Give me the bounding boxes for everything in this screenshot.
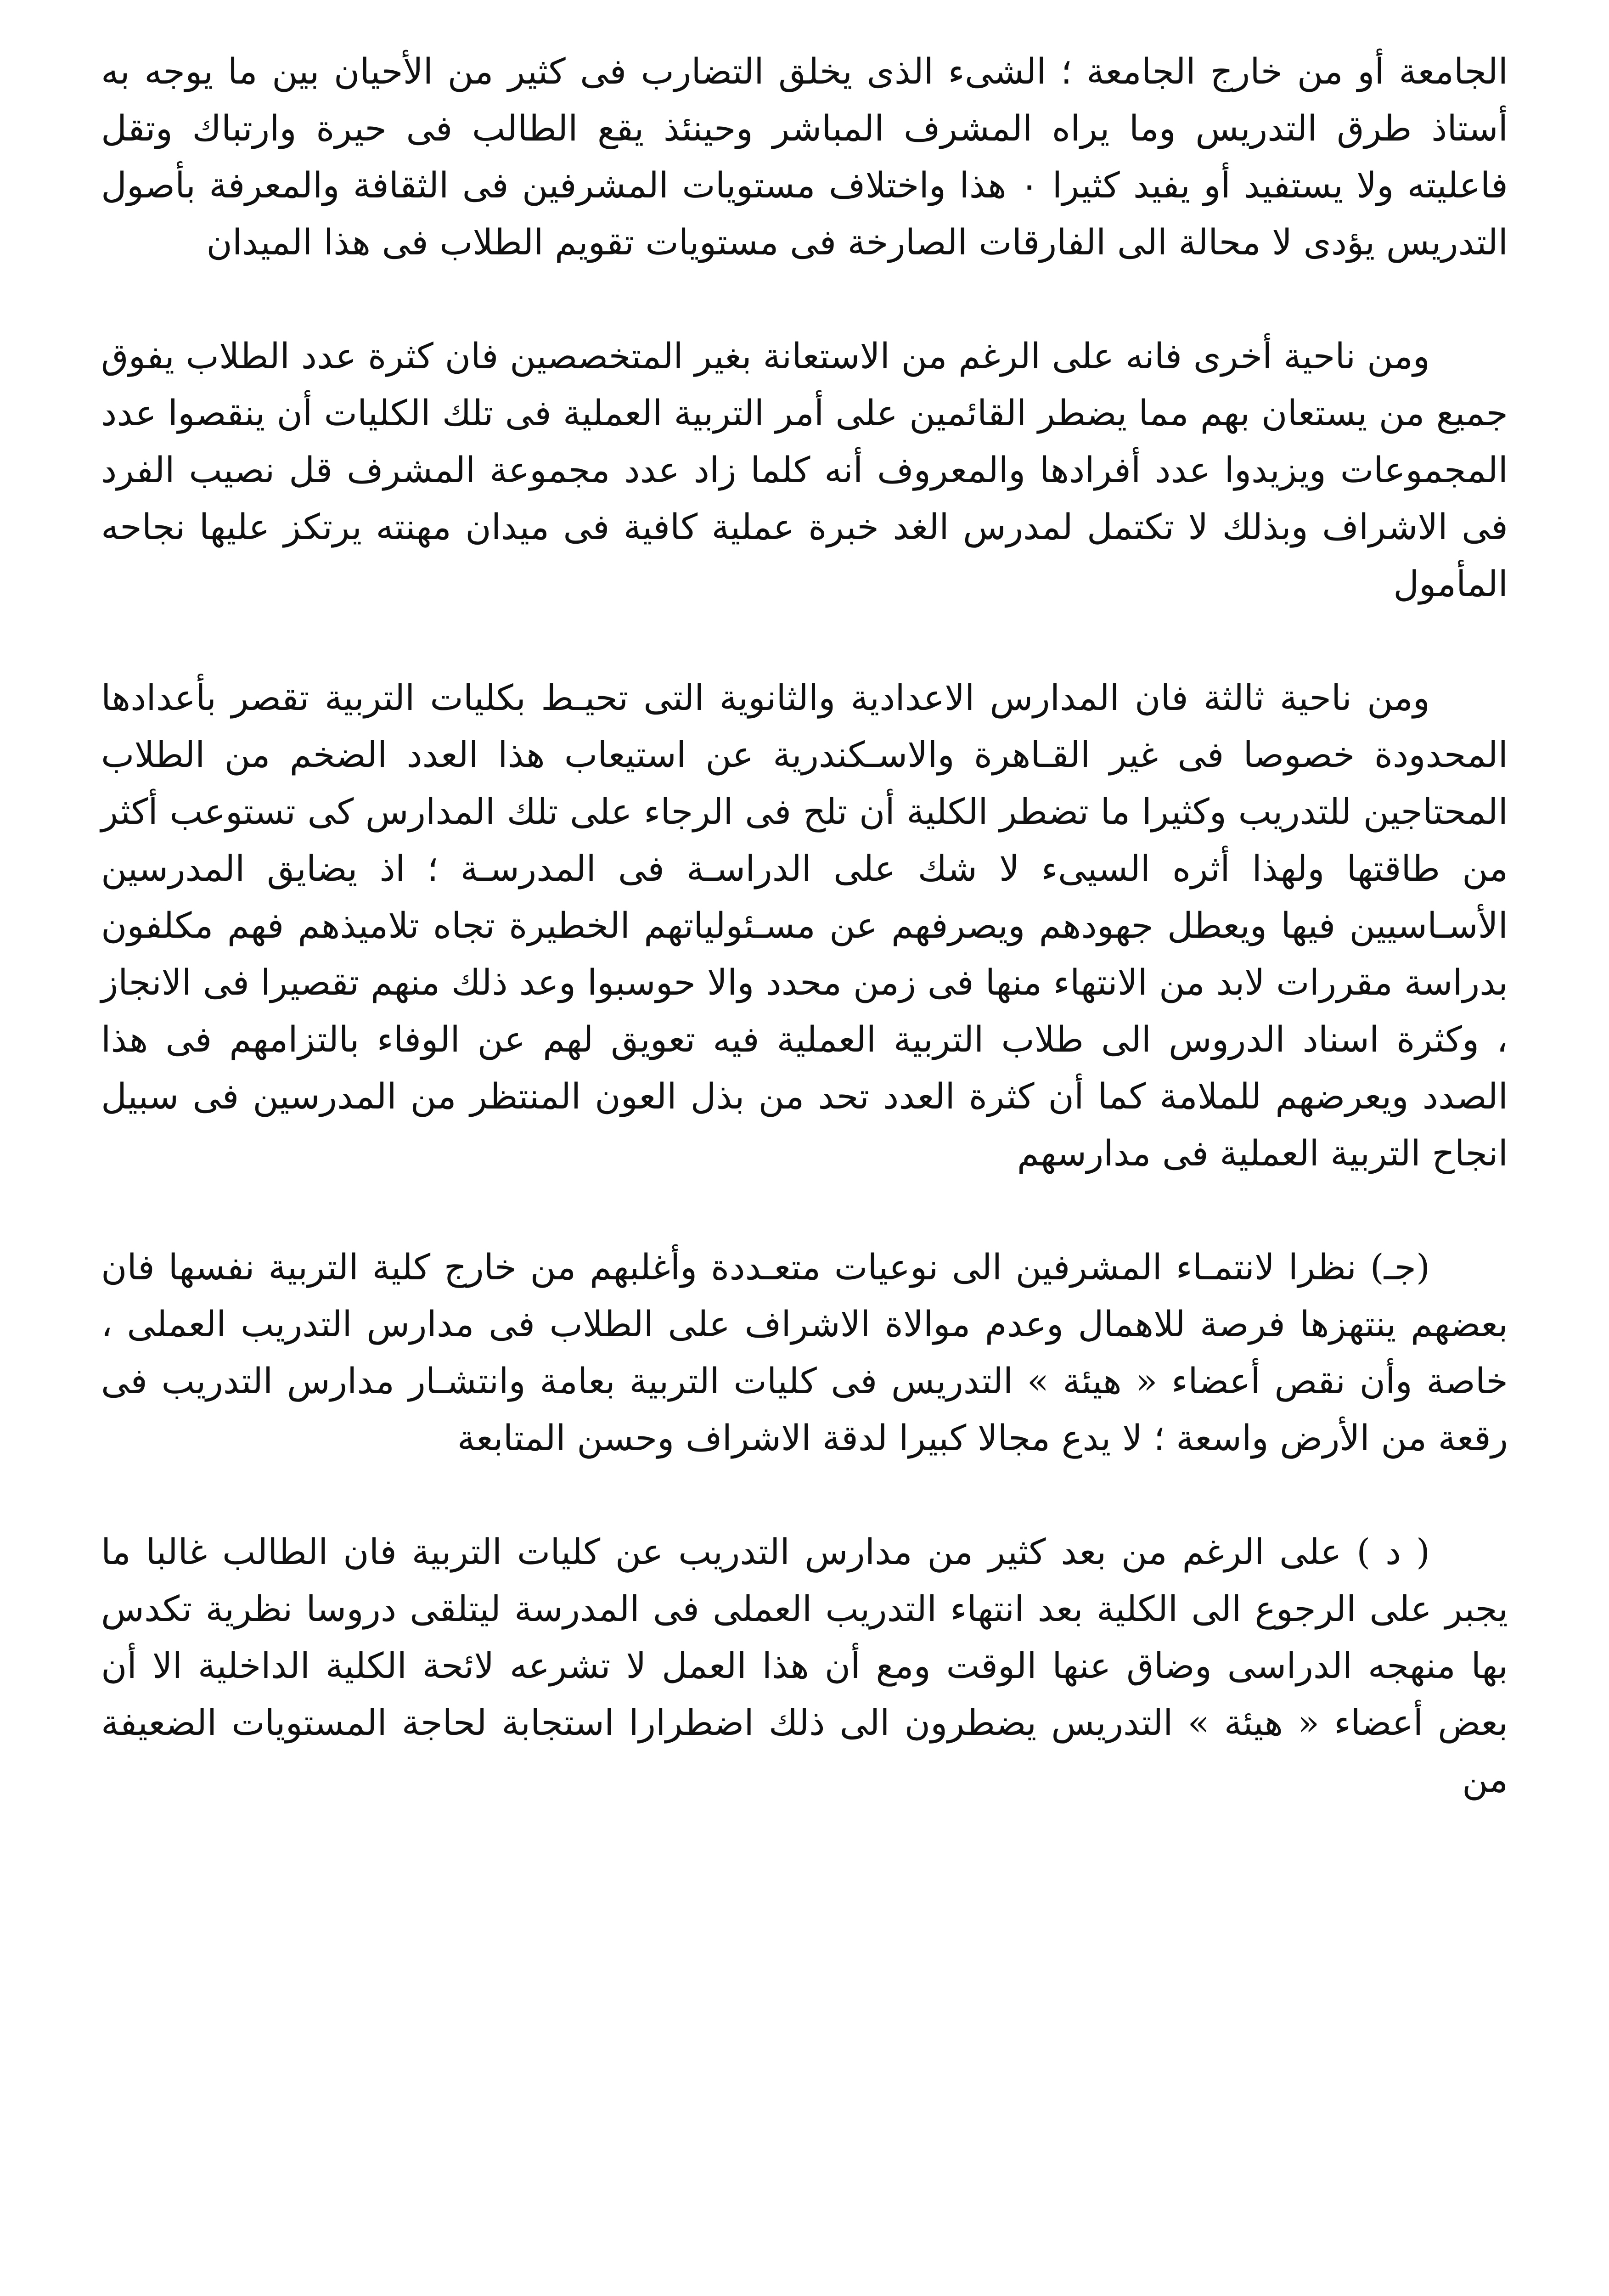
page-body [101, 44, 1508, 1809]
paragraph-continuation: الجامعة أو من خارج الجامعة ؛ الشىء الذى يخلق التضارب فى كثير من الأحيان بين ما يوجه به أستاذ طرق التدريس وما يراه المشرف المباشر وحينئذ يقع الطالب فى حيرة وارتباك وتقل فاعليته ولا يستفيد أو يفيد كثيرا ٠ هذا واختلاف مستويات المشرفين فى الثقافة والمعرفة بأصول التدريس يؤدى لا محالة الى الفارقات الصارخة فى مستويات تقويم الطلاب فى هذا الميدان [101, 51, 1508, 263]
paragraph-third-side: ومن ناحية ثالثة فان المدارس الاعدادية والثانوية التى تحيـط بكليات التربية تقصر بأعدادها المحدودة خصوصا فى غير القـاهرة والاسـكندرية عن استيعاب هذا العدد الضخم من الطلاب المحتاجين للتدريب وكثيرا ما تضطر الكلية أن تلح فى الرجاء على تلك المدارس كى تستوعب أكثر من طاقتها ولهذا أثره السيىء لا شك على الدراسـة فى المدرسـة ؛ اذ يضايق المدرسين الأسـاسيين فيها ويعطل جهودهم ويصرفهم عن مسـئولياتهم الخطيرة تجاه تلاميذهم فهم مكلفون بدراسة مقررات لابد من الانتهاء منها فى زمن محدد والا حوسبوا وعد ذلك منهم تقصيرا فى الانجاز ، وكثرة اسناد الدروس الى طلاب التربية العملية فيه تعويق لهم عن الوفاء بالتزامهم فى هذا الصدد ويعرضهم للملامة كما أن كثرة العدد تحد من بذل العون المنتظر من المدرسين فى سبيل انجاح التربية العملية فى مدارسهم [101, 678, 1508, 1174]
paragraph-item-d: ( د ) على الرغم من بعد كثير من مدارس التدريب عن كليات التربية فان الطالب غالبا ما يجبر على الرجوع الى الكلية بعد انتهاء التدريب العملى فى المدرسة ليتلقى دروسا نظرية تكدس بها منهجه الدراسى وضاق عنها الوقت ومع أن هذا العمل لا تشرعه لائحة الكلية الداخلية الا أن بعض أعضاء « هيئة » التدريس يضطرون الى ذلك اضطرارا استجابة لحاجة المستويات الضعيفة من [101, 1532, 1508, 1801]
paragraph-item-c: (جـ) نظرا لانتمـاء المشرفين الى نوعيات متعـددة وأغلبهم من خارج كلية التربية نفسها فان بعضهم ينتهزها فرصة للاهمال وعدم موالاة الاشراف على الطلاب فى مدارس التدريب العملى ، خاصة وأن نقص أعضاء « هيئة » التدريس فى كليات التربية بعامة وانتشـار مدارس التدريب فى رقعة من الأرض واسعة ؛ لا يدع مجالا كبيرا لدقة الاشراف وحسن المتابعة [101, 1247, 1508, 1459]
paragraph-spacer [101, 1182, 1508, 1239]
paragraph-other-side: ومن ناحية أخرى فانه على الرغم من الاستعانة بغير المتخصصين فان كثرة عدد الطلاب يفوق جميع من يستعان بهم مما يضطر القائمين على أمر التربية العملية فى تلك الكليات أن ينقصوا عدد المجموعات ويزيدوا عدد أفرادها والمعروف أنه كلما زاد عدد مجموعة المشرف قل نصيب الفرد فى الاشراف وبذلك لا تكتمل لمدرس الغد خبرة عملية كافية فى ميدان مهنته يرتكز عليها نجاحه المأمول [101, 336, 1508, 605]
paragraph-spacer [101, 1467, 1508, 1524]
paragraph-spacer [101, 271, 1508, 328]
paragraph-spacer [101, 613, 1508, 670]
